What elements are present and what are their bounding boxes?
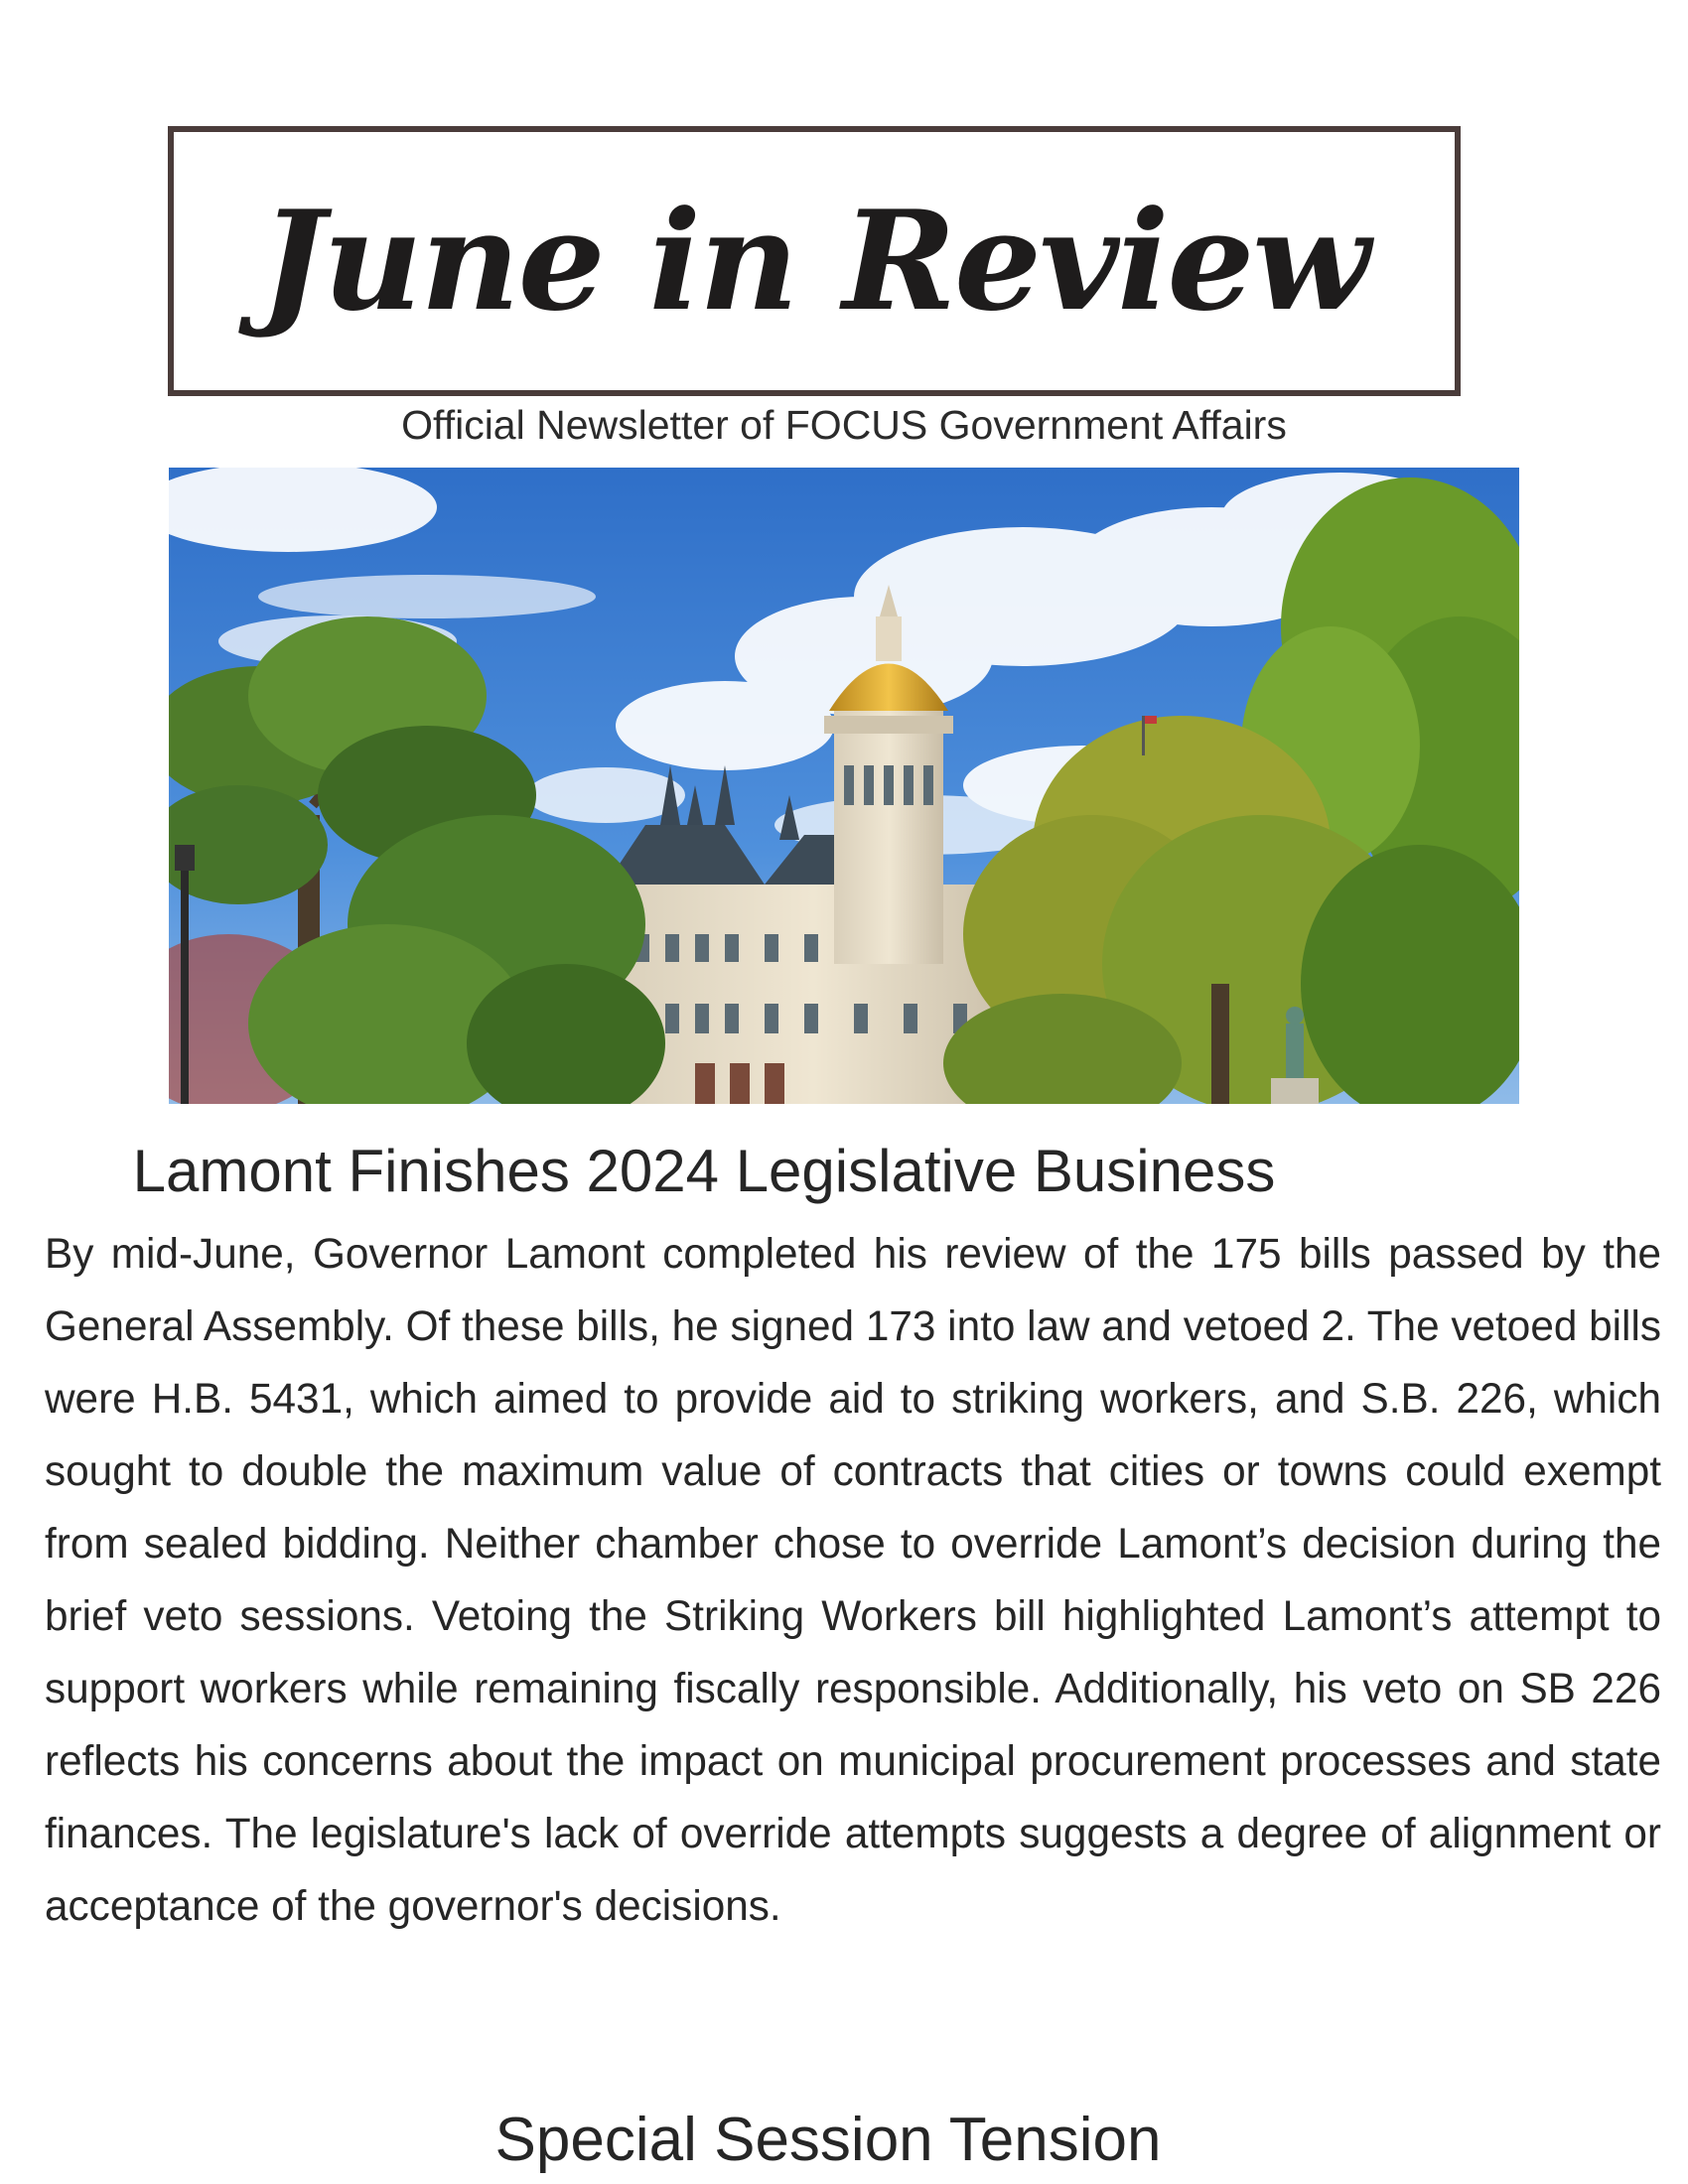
article-body: By mid-June, Governor Lamont completed his review of the 175 bills passed by the General Assembly. Of these bills, he signed 173 into law and vetoed 2. The vetoed bills were H.B. 5431, which aimed to provide aid to striking workers, and S.B. 226, which sought to double the maximum value of contracts that cities or towns could exempt from sealed bidding. Neither chamber chose to override Lamont’s decision during the brief veto sessions. Vetoing the Striking Workers bill highlighted Lamont’s attempt to support workers while remaining fiscally responsible. Additionally, his veto on SB 226 reflects his concerns about the impact on municipal procurement processes and state finances. The legislature's lack of override attempts suggests a degree of alignment or acceptance of the governor's decisions. — [45, 1230, 1661, 1929]
masthead-subtitle: Official Newsletter of FOCUS Government Affairs — [401, 402, 1287, 448]
masthead-title: June in Review — [259, 180, 1369, 341]
capitol-building-photo — [169, 468, 1519, 1104]
article-headline: Lamont Finishes 2024 Legislative Business — [132, 1138, 1276, 1204]
masthead-frame — [168, 126, 1461, 396]
next-article-headline: Special Session Tension — [494, 2106, 1162, 2174]
